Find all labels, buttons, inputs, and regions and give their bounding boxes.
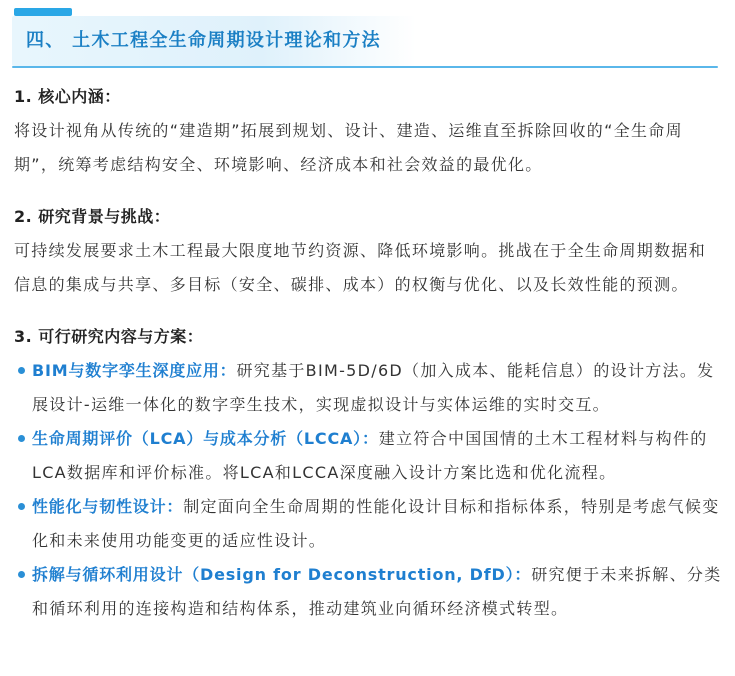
section-heading-core-meaning: 1. 核心内涵： [14,87,121,106]
bullet-dot-icon [18,571,25,578]
bullet-title: 拆解与循环利用设计（Design for Deconstruction, DfD）： [32,565,532,584]
section-heading-background-challenges: 2. 研究背景与挑战： [14,207,171,226]
section-body-background-challenges: 可持续发展要求土木工程最大限度地节约资源、降低环境影响。挑战在于全生命周期数据和信息的集成与共享、多目标（安全、碳排、成本）的权衡与优化、以及长效性能的预测。 [14,241,707,294]
section-background-challenges [14,200,722,302]
research-bullet-list [14,354,722,626]
bullet-title: 性能化与韧性设计： [32,497,184,516]
header-underline [12,66,718,68]
section-header [12,8,718,68]
section-title: 四、 土木工程全生命周期设计理论和方法 [26,30,381,51]
list-item [14,422,722,490]
list-item [14,354,722,422]
bullet-text: 研究便于未来拆解、分类和循环利用的连接构造和结构体系，推动建筑业向循环经济模式转型。 [32,565,722,618]
bullet-dot-icon [18,435,25,442]
list-item [14,490,722,558]
bullet-dot-icon [18,503,25,510]
bullet-text: 制定面向全生命周期的性能化设计目标和指标体系，特别是考虑气候变化和未来使用功能变更的适应性设计。 [32,497,720,550]
bullet-dot-icon [18,367,25,374]
bullet-title: 生命周期评价（LCA）与成本分析（LCCA）： [32,429,379,448]
bullet-title: BIM与数字孪生深度应用： [32,361,237,380]
section-research-plan [14,320,722,626]
bullet-text: 研究基于BIM-5D/6D（加入成本、能耗信息）的设计方法。发展设计-运维一体化的数字孪生技术，实现虚拟设计与实体运维的实时交互。 [32,361,715,414]
section-heading-research-plan: 3. 可行研究内容与方案： [14,327,204,346]
list-item [14,558,722,626]
header-accent-bar [14,8,72,16]
section-body-core-meaning: 将设计视角从传统的“建造期”拓展到规划、设计、建造、运维直至拆除回收的“全生命周期”，统筹考虑结构安全、环境影响、经济成本和社会效益的最优化。 [14,121,683,174]
article-content [14,80,722,626]
section-core-meaning [14,80,722,182]
bullet-text: 建立符合中国国情的土木工程材料与构件的LCA数据库和评价标准。将LCA和LCCA深度融入设计方案比选和优化流程。 [32,429,708,482]
